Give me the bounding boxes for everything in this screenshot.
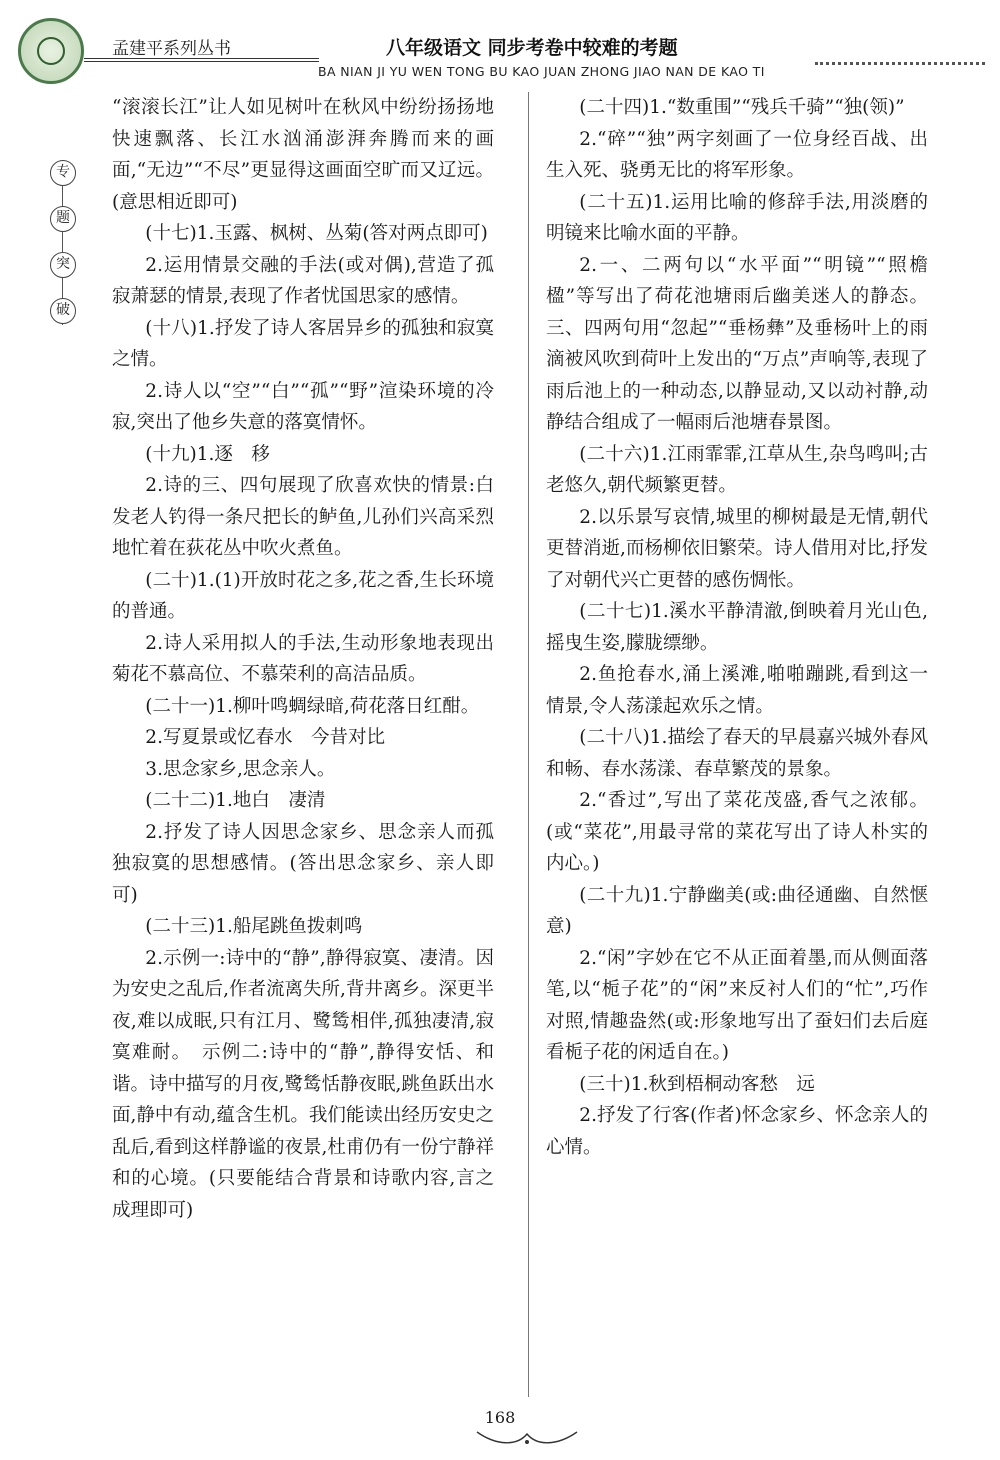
page-header — [0, 0, 1000, 85]
answer-paragraph: (十九)1.逐 移 — [145, 443, 270, 465]
column-divider — [528, 92, 529, 1397]
answer-paragraph: 2.鱼抢春水,涌上溪滩,啪啪蹦跳,看到这一情景,令人荡漾起欢乐之情。 — [546, 664, 928, 717]
answer-paragraph: 2.一、二两句以“水平面”“明镜”“照檐楹”等写出了荷花池塘雨后幽美迷人的静态。三、四两句用“忽起”“垂杨彝”及垂杨叶上的雨滴被风吹到荷叶上发出的“万点”声响等,表现了雨后池上的一种动态,以静显动,又以动衬静,动静结合组成了一幅雨后池塘春景图。 — [546, 254, 928, 433]
answer-paragraph: (二十九)1.宁静幽美(或:曲径通幽、自然惬意) — [546, 884, 928, 937]
header-dotted-rule — [815, 62, 985, 65]
answer-paragraph: 2.抒发了行客(作者)怀念家乡、怀念亲人的心情。 — [546, 1105, 928, 1158]
left-column — [112, 92, 494, 1226]
page-number: 168 — [484, 1408, 516, 1427]
answer-paragraph: 2.“香过”,写出了菜花茂盛,香气之浓郁。(或“菜花”,用最寻常的菜花写出了诗人朴实的内心。) — [546, 790, 928, 874]
header-rule — [84, 58, 319, 59]
answer-paragraph: 2.写夏景或忆春水 今昔对比 — [145, 727, 385, 748]
answer-paragraph: (二十七)1.溪水平静清澈,倒映着月光山色,摇曳生姿,朦胧缥缈。 — [546, 601, 928, 654]
answer-paragraph: “滚滚长江”让人如见树叶在秋风中纷纷扬扬地快速飘落、长江水汹涌澎湃奔腾而来的画面,“无边”“不尽”更显得这画面空旷而又辽远。(意思相近即可) — [112, 97, 494, 213]
answer-paragraph: 2.诗的三、四句展现了欣喜欢快的情景:白发老人钓得一条尺把长的鲈鱼,儿孙们兴高采烈地忙着在荻花丛中吹火煮鱼。 — [112, 475, 494, 559]
side-tab-char: 突 — [50, 252, 76, 278]
answer-paragraph: (二十八)1.描绘了春天的早晨嘉兴城外春风和畅、春水荡漾、春草繁茂的景象。 — [546, 727, 928, 780]
side-tab-char: 专 — [50, 160, 76, 186]
answer-paragraph: (十八)1.抒发了诗人客居异乡的孤独和寂寞之情。 — [112, 317, 494, 370]
answer-paragraph: 2.运用情景交融的手法(或对偶),营造了孤寂萧瑟的情景,表现了作者忧国思家的感情。 — [112, 254, 494, 307]
header-rule-thin — [84, 61, 319, 62]
answer-paragraph: 2.示例一:诗中的“静”,静得寂寞、凄清。因为安史之乱后,作者流离失所,背井离乡。深更半夜,难以成眠,只有江月、鹭鸶相伴,孤独凄清,寂寞难耐。 示例二:诗中的“静”,静得安恬、和谐。诗中描写的月夜,鹭鸶恬静夜眠,跳鱼跃出水面,静中有动,蕴含生机。我们能读出经历安史之乱后,看到这样静谧的夜景,杜甫仍有一份宁静祥和的心境。(只要能结合背景和诗歌内容,言之成理即可) — [112, 947, 494, 1221]
answer-paragraph: (二十六)1.江雨霏霏,江草从生,杂鸟鸣叫;古老悠久,朝代频繁更替。 — [546, 443, 928, 496]
series-name: 孟建平系列丛书 — [112, 39, 231, 59]
answer-paragraph: (二十)1.(1)开放时花之多,花之香,生长环境的普通。 — [112, 569, 494, 622]
answer-paragraph: (二十二)1.地白 凄清 — [145, 790, 326, 811]
answer-paragraph: 2.诗人以“空”“白”“孤”“野”渲染环境的冷寂,突出了他乡失意的落寞情怀。 — [112, 380, 494, 433]
answer-paragraph: (十七)1.玉露、枫树、丛菊(答对两点即可) — [145, 223, 488, 244]
answer-paragraph: 2.“碎”“独”两字刻画了一位身经百战、出生入死、骁勇无比的将军形象。 — [546, 128, 928, 181]
answer-paragraph: (二十三)1.船尾跳鱼拨刺鸣 — [145, 916, 363, 937]
side-tab-char: 题 — [50, 206, 76, 232]
side-tab-char: 破 — [50, 298, 76, 324]
answer-paragraph: 3.思念家乡,思念亲人。 — [145, 758, 336, 780]
answer-paragraph: 2.诗人采用拟人的手法,生动形象地表现出菊花不慕高位、不慕荣利的高洁品质。 — [112, 632, 494, 685]
answer-paragraph: 2.抒发了诗人因思念家乡、思念亲人而孤独寂寞的思想感情。(答出思念家乡、亲人即可) — [112, 821, 494, 906]
answer-paragraph: 2.“闲”字妙在它不从正面着墨,而从侧面落笔,以“栀子花”的“闲”来反衬人们的“忙”,巧作对照,情趣盎然(或:形象地写出了蚕妇们去后庭看栀子花的闲适自在。) — [546, 947, 928, 1063]
answer-paragraph: (二十一)1.柳叶鸣蜩绿暗,荷花落日红酣。 — [145, 695, 480, 717]
answer-paragraph: (二十四)1.“数重围”“残兵千骑”“独(领)” — [579, 97, 905, 118]
answer-paragraph: (二十五)1.运用比喻的修辞手法,用淡磨的明镜来比喻水面的平静。 — [546, 191, 928, 244]
swirl-ornament-icon — [472, 1426, 582, 1448]
answer-paragraph: (三十)1.秋到梧桐动客愁 远 — [579, 1073, 815, 1095]
book-series-emblem-icon — [18, 18, 84, 84]
book-title: 八年级语文 同步考卷中较难的考题 — [386, 37, 678, 59]
answer-paragraph: 2.以乐景写哀情,城里的柳树最是无情,朝代更替消逝,而杨柳依旧繁荣。诗人借用对比,抒发了对朝代兴亡更替的感伤惆怅。 — [546, 506, 928, 591]
right-column — [546, 92, 928, 1163]
book-title-pinyin: BA NIAN JI YU WEN TONG BU KAO JUAN ZHONG JIAO NAN DE KAO TI — [318, 64, 765, 79]
